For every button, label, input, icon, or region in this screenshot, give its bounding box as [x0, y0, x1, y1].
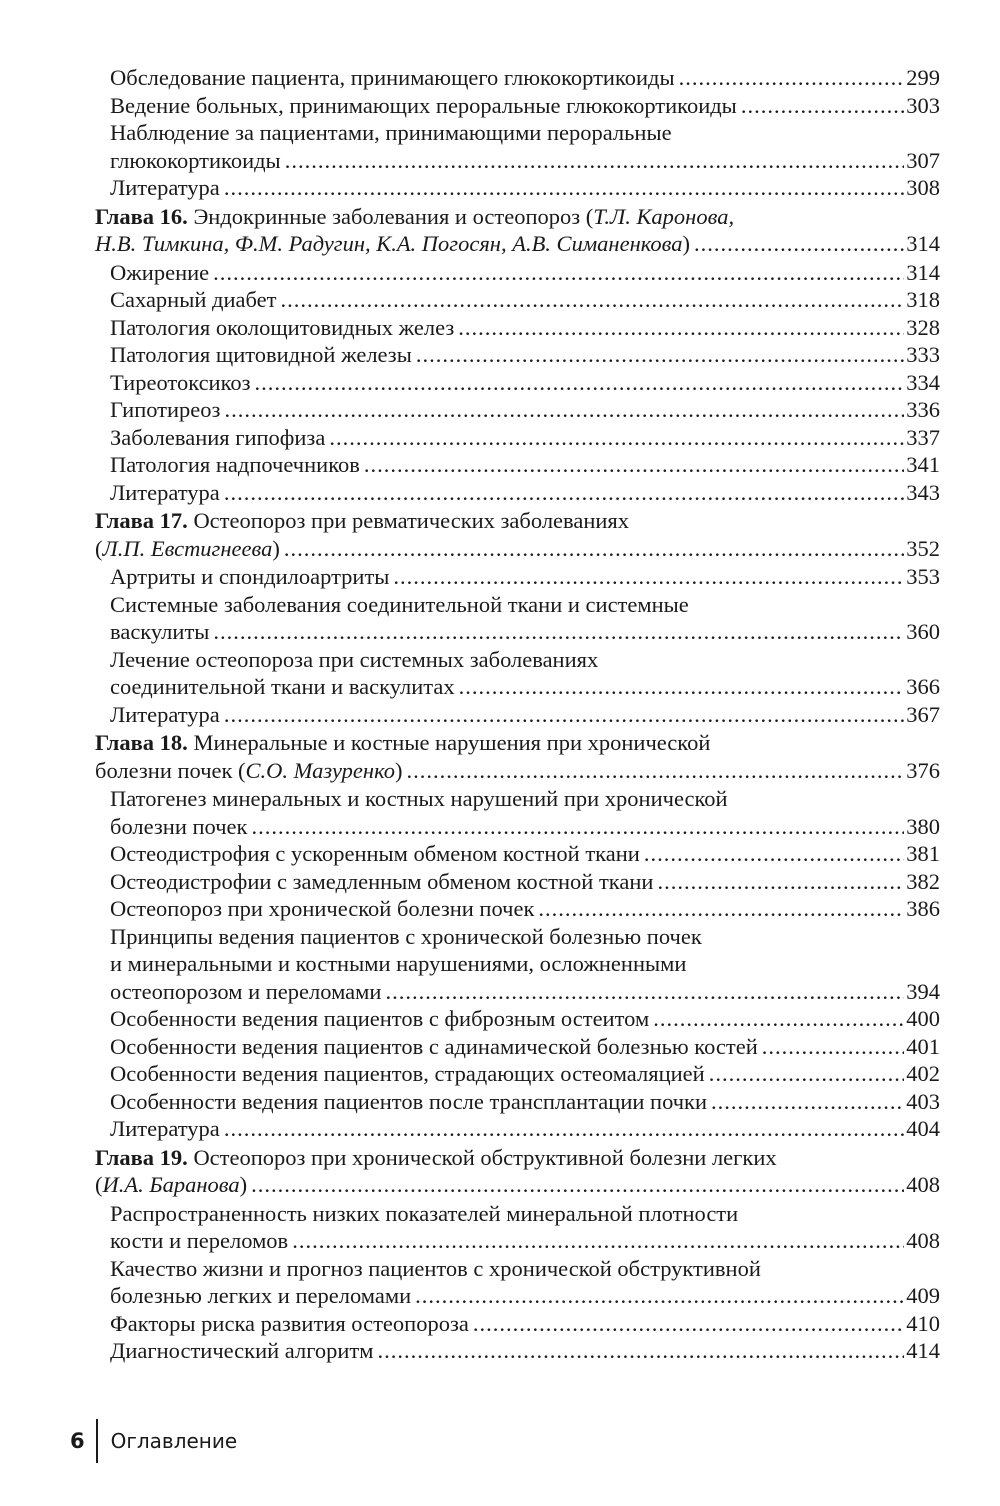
entry-title: болезни почек [110, 813, 248, 839]
toc-entry [95, 341, 940, 369]
chapter-heading [95, 507, 940, 562]
chapter-heading-line [95, 729, 940, 757]
entry-title: Остеодистрофии с замедленным обменом костной ткани [110, 868, 654, 894]
entry-row [110, 673, 940, 701]
entry-line: Принципы ведения пациентов с хронической болезнью почек [110, 923, 702, 949]
dot-leader [364, 451, 904, 479]
closing-paren: ) [272, 535, 280, 561]
chapter-title: ( [95, 535, 103, 561]
page-ref: 314 [906, 231, 940, 256]
dot-leader [284, 535, 904, 563]
dot-leader [224, 174, 904, 202]
entry-row [110, 174, 940, 202]
entry-title: глюкокортикоиды [110, 147, 281, 173]
dot-leader [741, 92, 904, 120]
entry-row [110, 701, 940, 729]
entry-row [110, 895, 940, 923]
dot-leader [251, 1171, 904, 1199]
chapter-heading [95, 1144, 940, 1199]
entry-title: Патология надпочечников [110, 452, 360, 477]
closing-paren: ) [682, 231, 691, 256]
entry-row [110, 563, 940, 591]
closing-paren: ) [239, 1172, 248, 1197]
page-ref: 308 [906, 175, 940, 200]
entry-row [110, 1310, 940, 1338]
entry-row [110, 1033, 940, 1061]
page-ref: 336 [906, 397, 940, 422]
page-ref: 318 [906, 287, 940, 312]
entry-row [110, 1337, 940, 1365]
chapter-heading [95, 203, 940, 258]
toc-entry [95, 646, 940, 701]
page-ref: 394 [906, 978, 940, 1004]
chapter-row [95, 757, 940, 785]
dot-leader [694, 230, 904, 258]
page-ref: 360 [906, 619, 940, 644]
toc-entry [95, 1115, 940, 1143]
entry-row [110, 259, 940, 287]
page-ref: 380 [906, 813, 940, 839]
entry-row [110, 92, 940, 120]
chapter-label: Глава 17. [95, 508, 188, 533]
page-ref: 366 [906, 674, 940, 699]
entry-title: Гипотиреоз [110, 397, 221, 422]
toc-entry [95, 1033, 940, 1061]
toc-entry [95, 785, 940, 840]
entry-title: соединительной ткани и васкулитах [110, 674, 455, 699]
toc-entry [95, 1255, 940, 1310]
chapter-authors: И.А. Баранова [102, 1172, 240, 1197]
toc-entry [95, 840, 940, 868]
chapter-title: ( [95, 1172, 103, 1197]
entry-title: Остеодистрофия с ускоренным обменом костной ткани [110, 841, 640, 866]
dot-leader [280, 286, 904, 314]
chapter-authors: С.О. Мазуренко [245, 757, 395, 783]
entry-title: Ведение больных, принимающих пероральные глюкокортикоиды [110, 92, 737, 118]
chapter-title: Эндокринные заболевания и остеопороз ( [193, 203, 594, 229]
entry-row [110, 369, 940, 397]
entry-line: Наблюдение за пациентами, принимающими пероральные [110, 120, 672, 145]
toc-entry [95, 1060, 940, 1088]
page-ref: 337 [906, 424, 940, 450]
chapter-authors: Л.П. Евстигнеева [102, 535, 273, 561]
chapter-section [95, 203, 940, 507]
dot-leader [224, 479, 904, 507]
page-ref: 386 [906, 896, 940, 921]
entry-title: Диагностический алгоритм [110, 1338, 374, 1363]
toc-entry [95, 479, 940, 507]
toc-entry [95, 923, 940, 1006]
entry-line: Распространенность низких показателей минеральной плотности [110, 1200, 739, 1226]
chapter-label: Глава 16. [95, 203, 188, 229]
toc-entry [95, 868, 940, 896]
running-title: Оглавление [110, 1429, 238, 1453]
entry-row [110, 451, 940, 479]
chapter-heading [95, 729, 940, 784]
page-ref: 414 [906, 1338, 940, 1363]
page-ref: 341 [906, 452, 940, 477]
entry-title: Особенности ведения пациентов с фиброзным остеитом [110, 1006, 650, 1031]
toc-entry [95, 119, 940, 174]
toc-entry [95, 369, 940, 397]
page-ref: 401 [906, 1033, 940, 1059]
dot-leader [224, 396, 904, 424]
entry-title: Обследование пациента, принимающего глюкокортикоиды [110, 65, 675, 90]
entry-row [110, 341, 940, 369]
entry-row [110, 424, 940, 452]
toc-entry [95, 563, 940, 591]
page-footer [70, 1411, 237, 1471]
entry-title: Сахарный диабет [110, 287, 277, 312]
chapter-authors: Н.В. Тимкина, Ф.М. Радугин, К.А. Погосян, А.В. Симаненкова [95, 231, 683, 256]
chapter-section [95, 507, 940, 728]
entry-line: Качество жизни и прогноз пациентов с хронической обструктивной [110, 1255, 761, 1281]
entry-title: кости и переломов [110, 1228, 289, 1253]
page-ref: 404 [906, 1116, 940, 1141]
entry-row [110, 314, 940, 342]
chapter-heading-line [95, 203, 940, 231]
dot-leader [416, 341, 904, 369]
entry-row [110, 868, 940, 896]
entry-title: Литература [110, 1116, 220, 1141]
page-ref: 408 [906, 1172, 940, 1197]
chapter-heading-line [95, 1144, 940, 1172]
entry-title: остеопорозом и переломами [110, 978, 382, 1004]
dot-leader [224, 701, 904, 729]
page-ref: 410 [906, 1310, 940, 1336]
entry-row [110, 1088, 940, 1116]
toc-entry [95, 314, 940, 342]
entry-title: Особенности ведения пациентов с адинамической болезнью костей [110, 1033, 758, 1059]
entry-row [110, 479, 940, 507]
page-ref: 334 [906, 369, 940, 395]
table-of-contents [95, 64, 940, 1366]
entry-title: Факторы риска развития остеопороза [110, 1310, 469, 1336]
chapter-title: Остеопороз при ревматических заболеваниях [193, 508, 630, 533]
entry-title: Тиреотоксикоз [110, 369, 251, 395]
entry-title: Артриты и спондилоартриты [110, 564, 390, 589]
entry-line: Патогенез минеральных и костных нарушений при хронической [110, 786, 728, 811]
page-ref: 402 [906, 1061, 940, 1086]
toc-entry [95, 259, 940, 287]
chapter-authors: Т.Л. Каронова, [593, 203, 735, 229]
dot-leader [285, 147, 905, 175]
chapter-title: Остеопороз при хронической обструктивной болезни легких [193, 1144, 777, 1170]
chapter-title-end [95, 757, 402, 785]
chapter-section [95, 729, 940, 1143]
chapter-section [95, 1144, 940, 1365]
page-ref: 353 [906, 564, 940, 589]
entry-title: Остеопороз при хронической болезни почек [110, 896, 535, 921]
chapter-row [95, 230, 940, 258]
entry-title: Заболевания гипофиза [110, 424, 326, 450]
entry-title: васкулиты [110, 619, 210, 644]
dot-leader [393, 563, 904, 591]
toc-entry [95, 424, 940, 452]
closing-paren: ) [394, 757, 403, 783]
page-ref: 403 [906, 1088, 940, 1114]
chapter-title-end [95, 535, 280, 563]
entry-row [110, 813, 940, 841]
chapter-title: Минеральные и костные нарушения при хронической [193, 730, 711, 755]
toc-section-continued [95, 64, 940, 202]
toc-entry [95, 396, 940, 424]
page-ref: 367 [906, 701, 940, 727]
chapter-label: Глава 19. [95, 1144, 188, 1170]
page-ref: 408 [906, 1228, 940, 1253]
toc-entry [95, 591, 940, 646]
dot-leader [378, 1337, 905, 1365]
dot-leader [213, 259, 904, 287]
page-ref: 400 [906, 1006, 940, 1031]
toc-entry [95, 1200, 940, 1255]
chapter-row [95, 1171, 940, 1199]
entry-row [110, 618, 940, 646]
dot-leader [653, 1005, 904, 1033]
dot-leader [711, 1088, 904, 1116]
page-ref: 299 [906, 65, 940, 90]
toc-entry [95, 1310, 940, 1338]
toc-entry [95, 92, 940, 120]
dot-leader [292, 1227, 904, 1255]
chapter-title: болезни почек ( [95, 757, 246, 783]
dot-leader [459, 673, 905, 701]
dot-leader [679, 64, 905, 92]
dot-leader [644, 840, 904, 868]
entry-title: Патология околощитовидных желез [110, 314, 455, 340]
dot-leader [473, 1310, 904, 1338]
toc-entry [95, 286, 940, 314]
entry-row [110, 286, 940, 314]
dot-leader [213, 618, 904, 646]
dot-leader [385, 978, 904, 1006]
page-ref: 307 [906, 147, 940, 173]
page-ref: 303 [906, 92, 940, 118]
entry-title: Ожирение [110, 259, 210, 285]
entry-row [110, 840, 940, 868]
entry-row [110, 978, 940, 1006]
page-number: 6 [70, 1429, 85, 1453]
page-ref: 352 [906, 535, 940, 561]
dot-leader [458, 314, 904, 342]
dot-leader [538, 895, 904, 923]
page-ref: 328 [906, 314, 940, 340]
dot-leader [224, 1115, 904, 1143]
chapter-label: Глава 18. [95, 730, 188, 755]
entry-row [110, 1115, 940, 1143]
entry-row [110, 396, 940, 424]
entry-line: Системные заболевания соединительной ткани и системные [110, 591, 689, 617]
toc-entry [95, 64, 940, 92]
entry-title: Литература [110, 479, 220, 505]
page-ref: 343 [906, 479, 940, 505]
entry-title: Литература [110, 175, 220, 200]
entry-row [110, 1282, 940, 1310]
footer-divider [96, 1419, 98, 1463]
dot-leader [406, 757, 904, 785]
toc-entry [95, 1005, 940, 1033]
chapter-title-end [95, 1171, 247, 1199]
entry-row [110, 147, 940, 175]
dot-leader [251, 813, 904, 841]
entry-row [110, 64, 940, 92]
dot-leader [255, 369, 905, 397]
entry-title: Особенности ведения пациентов после трансплантации почки [110, 1088, 708, 1114]
dot-leader [762, 1033, 904, 1061]
chapter-row [95, 535, 940, 563]
toc-entry [95, 1088, 940, 1116]
toc-entry [95, 451, 940, 479]
dot-leader [709, 1060, 905, 1088]
entry-line: Лечение остеопороза при системных заболеваниях [110, 646, 599, 672]
entry-row [110, 1060, 940, 1088]
entry-line: и минеральными и костными нарушениями, осложненными [110, 951, 687, 976]
entry-title: Особенности ведения пациентов, страдающих остеомаляцией [110, 1061, 705, 1086]
toc-entry [95, 895, 940, 923]
toc-entry [95, 174, 940, 202]
entry-row [110, 1005, 940, 1033]
dot-leader [329, 424, 904, 452]
toc-entry [95, 1337, 940, 1365]
page-ref: 314 [906, 259, 940, 285]
page-ref: 382 [906, 868, 940, 894]
page-ref: 381 [906, 841, 940, 866]
chapter-heading-line [95, 507, 940, 535]
entry-title: Патология щитовидной железы [110, 342, 412, 367]
page-ref: 376 [906, 757, 940, 783]
page-ref: 333 [906, 342, 940, 367]
dot-leader [415, 1282, 904, 1310]
chapter-title-end [95, 230, 690, 258]
entry-row [110, 1227, 940, 1255]
entry-title: болезнью легких и переломами [110, 1283, 412, 1308]
entry-title: Литература [110, 701, 220, 727]
dot-leader [657, 868, 904, 896]
page-ref: 409 [906, 1283, 940, 1308]
toc-entry [95, 701, 940, 729]
